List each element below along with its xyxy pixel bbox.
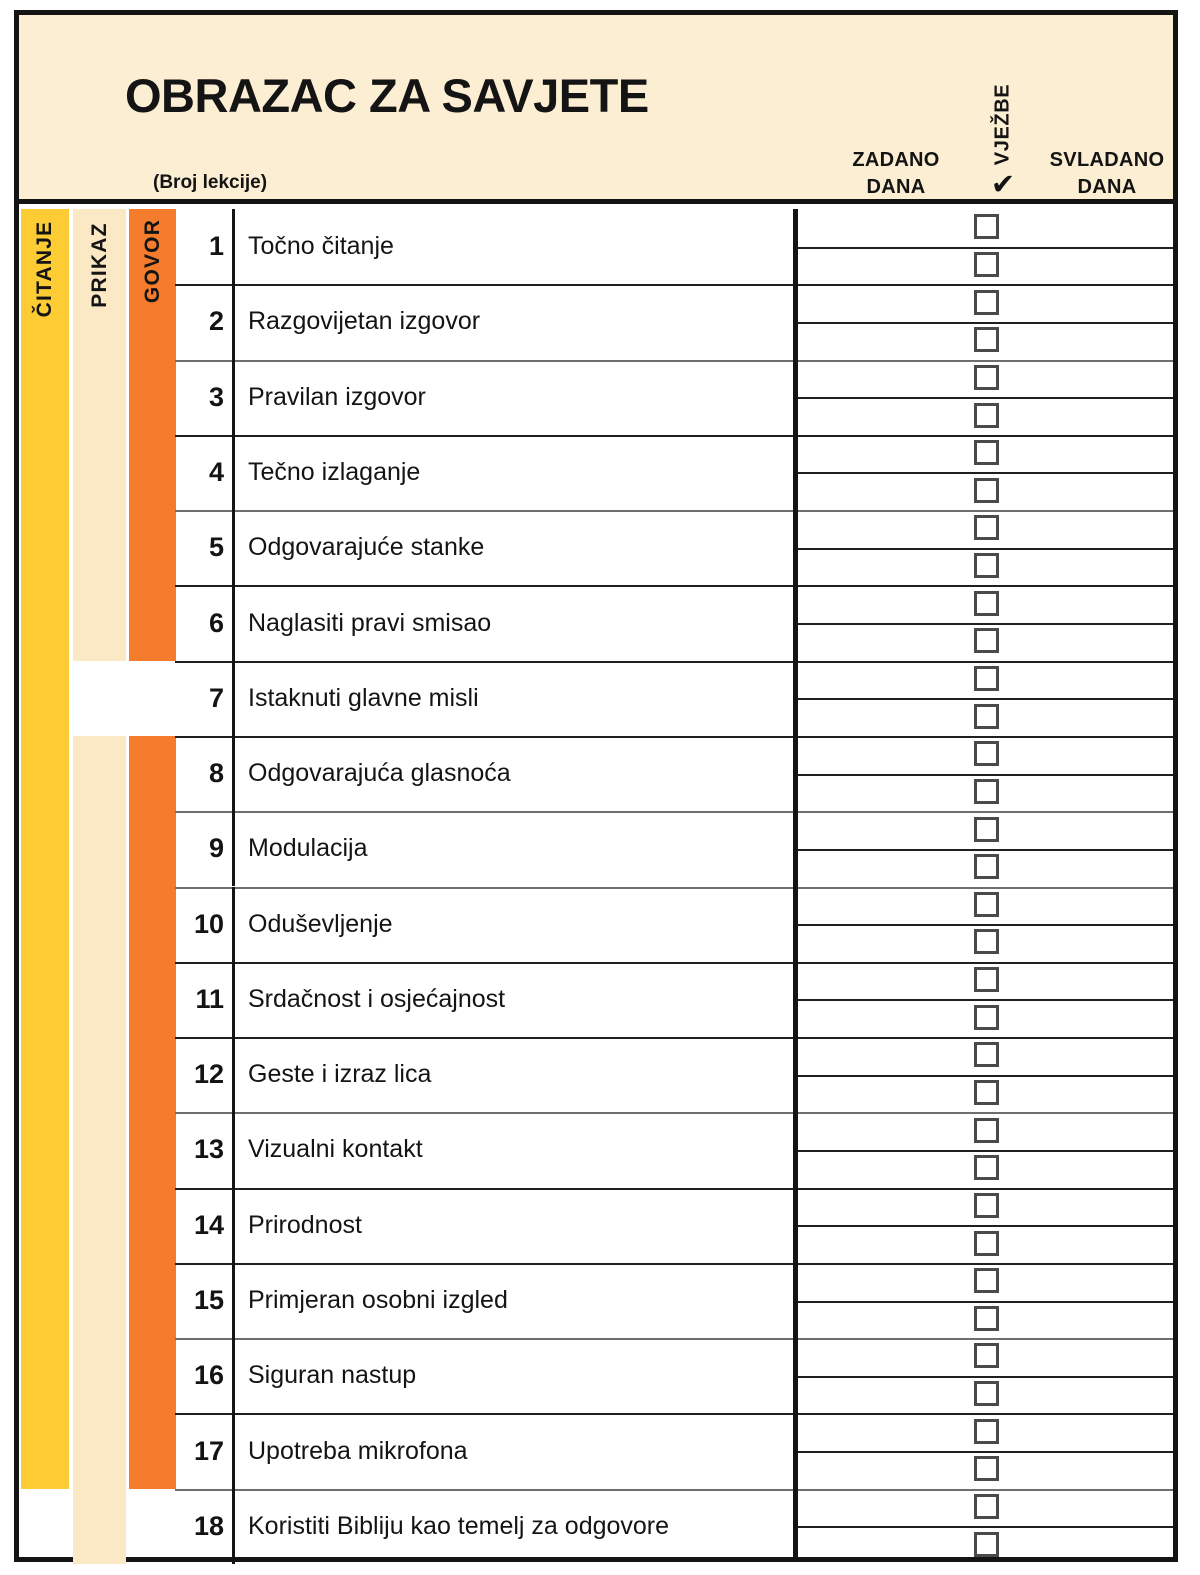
- column-header-practice-label: VJEŽBE: [991, 83, 1014, 166]
- form-body: [19, 209, 1173, 1557]
- table-row: [19, 510, 1173, 585]
- table-row: [19, 209, 1173, 284]
- subrow-separator: [795, 397, 1173, 399]
- table-row: [19, 360, 1173, 435]
- table-row: [19, 1338, 1173, 1413]
- subrow-separator: [795, 1075, 1173, 1077]
- row-number: 16: [193, 1360, 224, 1391]
- practice-checkbox[interactable]: [974, 1268, 999, 1293]
- page-title: OBRAZAC ZA SAVJETE: [125, 69, 649, 122]
- table-row: [19, 284, 1173, 359]
- practice-checkbox[interactable]: [974, 1343, 999, 1368]
- form-frame: [14, 10, 1178, 1562]
- row-label: Razgovijetan izgovor: [232, 284, 777, 359]
- practice-checkbox[interactable]: [974, 741, 999, 766]
- row-label: Siguran nastup: [232, 1338, 777, 1413]
- column-header-assigned-line1: ZADANO: [852, 149, 940, 171]
- row-number: 8: [208, 758, 224, 789]
- practice-checkbox[interactable]: [974, 365, 999, 390]
- practice-checkbox[interactable]: [974, 929, 999, 954]
- row-label: Naglasiti pravi smisao: [232, 585, 777, 660]
- subrow-separator: [795, 322, 1173, 324]
- row-number: 13: [193, 1134, 224, 1165]
- table-row: [19, 736, 1173, 811]
- row-label: Geste i izraz lica: [232, 1037, 777, 1112]
- practice-checkbox[interactable]: [974, 1231, 999, 1256]
- row-label: Točno čitanje: [232, 209, 777, 284]
- row-number: 15: [193, 1285, 224, 1315]
- subrow-separator: [795, 1150, 1173, 1152]
- subrow-separator: [795, 472, 1173, 474]
- practice-checkbox[interactable]: [974, 403, 999, 428]
- row-number: 2: [208, 306, 224, 337]
- practice-checkbox[interactable]: [974, 704, 999, 729]
- table-row: [19, 1413, 1173, 1488]
- table-row: [19, 661, 1173, 736]
- practice-checkbox[interactable]: [974, 591, 999, 616]
- practice-checkbox[interactable]: [974, 214, 999, 239]
- row-number: 10: [193, 908, 224, 939]
- subrow-separator: [795, 623, 1173, 625]
- subrow-separator: [795, 247, 1173, 249]
- column-header-mastered: [1019, 147, 1195, 201]
- practice-checkbox[interactable]: [974, 1080, 999, 1105]
- row-label: Prirodnost: [232, 1188, 777, 1263]
- practice-checkbox[interactable]: [974, 1118, 999, 1143]
- table-row: [19, 1037, 1173, 1112]
- row-number: 18: [193, 1510, 224, 1541]
- row-label: Istaknuti glavne misli: [232, 661, 777, 736]
- row-number: 12: [193, 1059, 224, 1090]
- practice-checkbox[interactable]: [974, 1005, 999, 1030]
- row-label: Primjeran osobni izgled: [232, 1263, 777, 1338]
- row-label: Upotreba mikrofona: [232, 1413, 777, 1488]
- practice-checkbox[interactable]: [974, 440, 999, 465]
- practice-checkbox[interactable]: [974, 1494, 999, 1519]
- subrow-separator: [795, 698, 1173, 700]
- practice-checkbox[interactable]: [974, 1456, 999, 1481]
- table-row: [19, 1489, 1173, 1564]
- checkmark-icon: ✔: [990, 169, 1016, 201]
- row-number: 1: [208, 231, 224, 262]
- table-row: [19, 1112, 1173, 1187]
- row-label: Odgovarajuća glasnoća: [232, 736, 777, 811]
- practice-checkbox[interactable]: [974, 628, 999, 653]
- subrow-separator: [795, 849, 1173, 851]
- row-number: 3: [208, 381, 224, 412]
- practice-checkbox[interactable]: [974, 1381, 999, 1406]
- column-header-mastered-line1: SVLADANO: [1049, 149, 1165, 171]
- row-number: 9: [208, 833, 224, 864]
- practice-checkbox[interactable]: [974, 553, 999, 578]
- practice-checkbox[interactable]: [974, 1193, 999, 1218]
- table-row: [19, 435, 1173, 510]
- lesson-number-label: (Broj lekcije): [153, 172, 268, 193]
- subrow-separator: [795, 1526, 1173, 1528]
- subrow-separator: [795, 1225, 1173, 1227]
- practice-checkbox[interactable]: [974, 252, 999, 277]
- column-divider: [793, 209, 798, 1557]
- checklist-rows: [19, 209, 1173, 1557]
- row-number: 6: [208, 607, 224, 638]
- subrow-separator: [795, 999, 1173, 1001]
- table-row: [19, 887, 1173, 962]
- row-label: Modulacija: [232, 811, 777, 886]
- practice-checkbox[interactable]: [974, 290, 999, 315]
- practice-checkbox[interactable]: [974, 1419, 999, 1444]
- row-number: 14: [193, 1209, 224, 1240]
- table-row: [19, 1188, 1173, 1263]
- row-label: Koristiti Bibliju kao temelj za odgovore: [232, 1489, 777, 1564]
- practice-checkbox[interactable]: [974, 967, 999, 992]
- row-label: Tečno izlaganje: [232, 435, 777, 510]
- table-row: [19, 1263, 1173, 1338]
- category-label-govor: GOVOR: [140, 218, 164, 304]
- subrow-separator: [795, 1301, 1173, 1303]
- category-label-citanje: ČITANJE: [33, 220, 56, 318]
- category-label-prikaz: PRIKAZ: [87, 222, 111, 308]
- practice-checkbox[interactable]: [974, 515, 999, 540]
- row-number: 11: [195, 983, 224, 1014]
- practice-checkbox[interactable]: [974, 1532, 999, 1557]
- practice-checkbox[interactable]: [974, 478, 999, 503]
- practice-checkbox[interactable]: [974, 854, 999, 879]
- column-header-assigned-line2: DANA: [866, 176, 926, 199]
- practice-checkbox[interactable]: [974, 1042, 999, 1067]
- practice-checkbox[interactable]: [974, 1155, 999, 1180]
- practice-checkbox[interactable]: [974, 327, 999, 352]
- row-label: Oduševljenje: [232, 887, 777, 962]
- practice-checkbox[interactable]: [974, 892, 999, 917]
- row-number: 4: [208, 456, 224, 487]
- row-number: 7: [208, 682, 224, 713]
- table-row: [19, 811, 1173, 886]
- practice-checkbox[interactable]: [974, 666, 999, 691]
- practice-checkbox[interactable]: [974, 817, 999, 842]
- practice-checkbox[interactable]: [974, 779, 999, 804]
- practice-checkbox[interactable]: [974, 1306, 999, 1331]
- row-label: Vizualni kontakt: [232, 1112, 777, 1187]
- subrow-separator: [795, 548, 1173, 550]
- row-label: Srdačnost i osjećajnost: [232, 962, 777, 1037]
- row-number: 5: [208, 532, 224, 563]
- table-row: [19, 585, 1173, 660]
- row-label: Odgovarajuće stanke: [232, 510, 777, 585]
- column-header-assigned: [816, 147, 976, 201]
- row-number: 17: [193, 1435, 224, 1466]
- subrow-separator: [795, 1376, 1173, 1378]
- table-row: [19, 962, 1173, 1037]
- row-label: Pravilan izgovor: [232, 360, 777, 435]
- subrow-separator: [795, 1451, 1173, 1453]
- subrow-separator: [795, 924, 1173, 926]
- column-header-mastered-line2: DANA: [1077, 176, 1137, 199]
- subrow-separator: [795, 774, 1173, 776]
- form-header: [19, 15, 1173, 204]
